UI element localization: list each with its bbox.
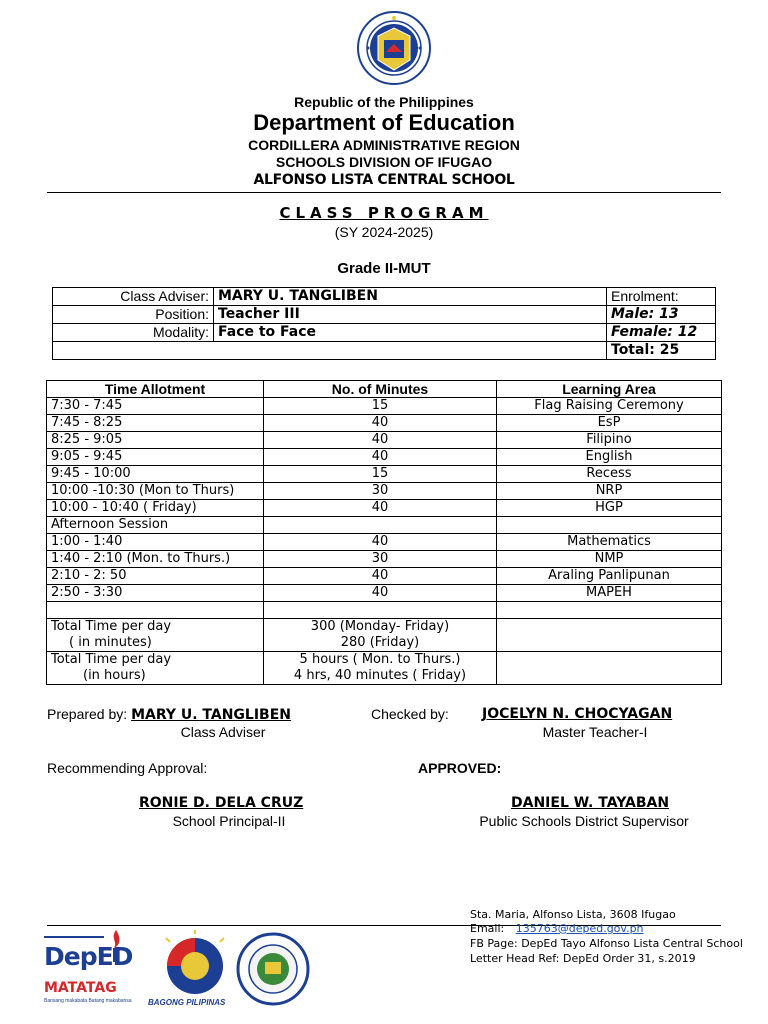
- table-row: [47, 432, 722, 449]
- matatag-tagline: Bansang makabata Batang makabansa: [44, 998, 132, 1004]
- total-minutes-value: [264, 619, 497, 652]
- table-row: [47, 483, 722, 500]
- table-row: [47, 466, 722, 483]
- info-row: [53, 342, 716, 360]
- female-count: Female: 12: [607, 324, 716, 342]
- deped-wordmark: DepED: [44, 942, 133, 971]
- grade-section: Grade II-MUT: [337, 260, 431, 277]
- bagong-pilipinas-logo: [150, 930, 240, 1008]
- enrolment-label: Enrolment:: [607, 288, 716, 306]
- learning-area-cell: Araling Panlipunan: [497, 568, 722, 585]
- minutes-cell: 40: [264, 432, 497, 449]
- time-cell: 10:00 - 10:40 ( Friday): [47, 500, 264, 517]
- time-cell: 7:45 - 8:25: [47, 415, 264, 432]
- prepared-by: [47, 706, 291, 723]
- principal-title: School Principal-II: [172, 813, 286, 829]
- minutes-cell: [264, 517, 497, 534]
- bagong-pilipinas-icon: [150, 930, 240, 998]
- position-value: Teacher III: [214, 306, 607, 324]
- minutes-cell: 30: [264, 483, 497, 500]
- minutes-cell: 40: [264, 568, 497, 585]
- table-row: [47, 602, 722, 619]
- adviser-value: MARY U. TANGLIBEN: [214, 288, 607, 306]
- total-hours-value: [264, 652, 497, 685]
- total-minutes-row: [47, 619, 722, 652]
- checked-title: Master Teacher-I: [542, 724, 648, 740]
- principal-name: RONIE D. DELA CRUZ: [139, 795, 304, 811]
- division-heading: SCHOOLS DIVISION OF IFUGAO: [275, 154, 493, 170]
- minutes-cell: 15: [264, 398, 497, 415]
- time-cell: 9:45 - 10:00: [47, 466, 264, 483]
- deped-seal-icon: [356, 8, 432, 92]
- footer-letterhead-ref: Letter Head Ref: DepEd Order 31, s.2019: [470, 952, 696, 965]
- footer-email: [470, 922, 644, 935]
- time-cell: 1:40 - 2:10 (Mon. to Thurs.): [47, 551, 264, 568]
- learning-area-cell: EsP: [497, 415, 722, 432]
- learning-area-cell: HGP: [497, 500, 722, 517]
- republic-heading: Republic of the Philippines: [294, 94, 474, 110]
- matatag-wordmark: MATATAG: [44, 980, 117, 996]
- info-row: [53, 324, 716, 342]
- table-row: [47, 500, 722, 517]
- table-row: [47, 398, 722, 415]
- time-cell: 9:05 - 9:45: [47, 449, 264, 466]
- time-cell: 10:00 -10:30 (Mon to Thurs): [47, 483, 264, 500]
- time-cell: 1:00 - 1:40: [47, 534, 264, 551]
- supervisor-title: Public Schools District Supervisor: [479, 813, 689, 829]
- empty-cell: [53, 342, 607, 360]
- total-minutes-label-line1: Total Time per day: [51, 619, 172, 634]
- total-hours-value-line1: 5 hours ( Mon. to Thurs.): [299, 652, 461, 667]
- header-divider: [47, 192, 721, 193]
- minutes-cell: [264, 602, 497, 619]
- bagong-pilipinas-text: BAGONG PILIPINAS: [148, 998, 226, 1007]
- column-header-time: Time Allotment: [47, 381, 264, 398]
- minutes-cell: 40: [264, 534, 497, 551]
- total-minutes-label: [47, 619, 264, 652]
- male-count: Male: 13: [607, 306, 716, 324]
- total-count: Total: 25: [607, 342, 716, 360]
- time-cell: 2:10 - 2: 50: [47, 568, 264, 585]
- learning-area-cell: MAPEH: [497, 585, 722, 602]
- supervisor-name: DANIEL W. TAYABAN: [511, 795, 670, 811]
- modality-value: Face to Face: [214, 324, 607, 342]
- department-heading: Department of Education: [253, 110, 515, 135]
- learning-area-cell: Filipino: [497, 432, 722, 449]
- time-cell: 2:50 - 3:30: [47, 585, 264, 602]
- footer-fb-page: FB Page: DepEd Tayo Alfonso Lista Central School: [470, 937, 743, 950]
- total-hours-value-line2: 4 hrs, 40 minutes ( Friday): [293, 668, 467, 683]
- column-header-area: Learning Area: [497, 381, 722, 398]
- schedule-header-row: [47, 381, 722, 398]
- learning-area-cell: NRP: [497, 483, 722, 500]
- deped-matatag-logo: [44, 928, 136, 1015]
- total-minutes-label-line2: ( in minutes): [69, 635, 152, 650]
- table-row: [47, 415, 722, 432]
- info-row: [53, 306, 716, 324]
- learning-area-cell: English: [497, 449, 722, 466]
- learning-area-cell: Mathematics: [497, 534, 722, 551]
- learning-area-cell: [497, 602, 722, 619]
- minutes-cell: 40: [264, 500, 497, 517]
- email-link[interactable]: 135763@deped.gov.ph: [515, 922, 644, 935]
- time-cell: Afternoon Session: [47, 517, 264, 534]
- minutes-cell: 40: [264, 585, 497, 602]
- region-heading: CORDILLERA ADMINISTRATIVE REGION: [248, 137, 520, 153]
- school-heading: ALFONSO LISTA CENTRAL SCHOOL: [253, 172, 515, 188]
- total-hours-label-line1: Total Time per day: [51, 652, 172, 667]
- learning-area-cell: NMP: [497, 551, 722, 568]
- table-row: [47, 449, 722, 466]
- schedule-table: [46, 380, 722, 685]
- info-row: [53, 288, 716, 306]
- minutes-cell: 30: [264, 551, 497, 568]
- minutes-cell: 40: [264, 449, 497, 466]
- total-hours-label-line2: (in hours): [83, 668, 146, 683]
- total-hours-row: [47, 652, 722, 685]
- modality-label: Modality:: [53, 324, 214, 342]
- total-hours-label: [47, 652, 264, 685]
- document-title: CLASS PROGRAM: [279, 204, 489, 222]
- recommending-label: Recommending Approval:: [47, 760, 208, 776]
- school-year: (SY 2024-2025): [334, 224, 434, 240]
- learning-area-cell: [497, 517, 722, 534]
- minutes-cell: 15: [264, 466, 497, 483]
- school-seal-icon: [236, 932, 310, 1006]
- school-seal-logo: [236, 932, 310, 1006]
- table-row: [47, 568, 722, 585]
- checked-name: JOCELYN N. CHOCYAGAN: [482, 706, 673, 722]
- total-minutes-value-line1: 300 (Monday- Friday): [310, 619, 450, 634]
- learning-area-cell: Recess: [497, 466, 722, 483]
- checked-label: Checked by:: [371, 706, 449, 722]
- table-row: [47, 517, 722, 534]
- learning-area-cell: Flag Raising Ceremony: [497, 398, 722, 415]
- empty-cell: [497, 652, 722, 685]
- adviser-info-table: [52, 287, 716, 360]
- prepared-title: Class Adviser: [180, 724, 266, 740]
- footer-address: Sta. Maria, Alfonso Lista, 3608 Ifugao: [470, 908, 676, 921]
- minutes-cell: 40: [264, 415, 497, 432]
- empty-cell: [497, 619, 722, 652]
- time-cell: 8:25 - 9:05: [47, 432, 264, 449]
- table-row: [47, 551, 722, 568]
- adviser-label: Class Adviser:: [53, 288, 214, 306]
- email-label: Email:: [470, 922, 505, 935]
- prepared-name: MARY U. TANGLIBEN: [131, 707, 292, 723]
- total-minutes-value-line2: 280 (Friday): [340, 635, 420, 650]
- table-row: [47, 534, 722, 551]
- time-cell: 7:30 - 7:45: [47, 398, 264, 415]
- prepared-label: Prepared by:: [47, 706, 128, 722]
- table-row: [47, 585, 722, 602]
- position-label: Position:: [53, 306, 214, 324]
- approved-label: APPROVED:: [418, 760, 502, 776]
- time-cell: [47, 602, 264, 619]
- column-header-minutes: No. of Minutes: [264, 381, 497, 398]
